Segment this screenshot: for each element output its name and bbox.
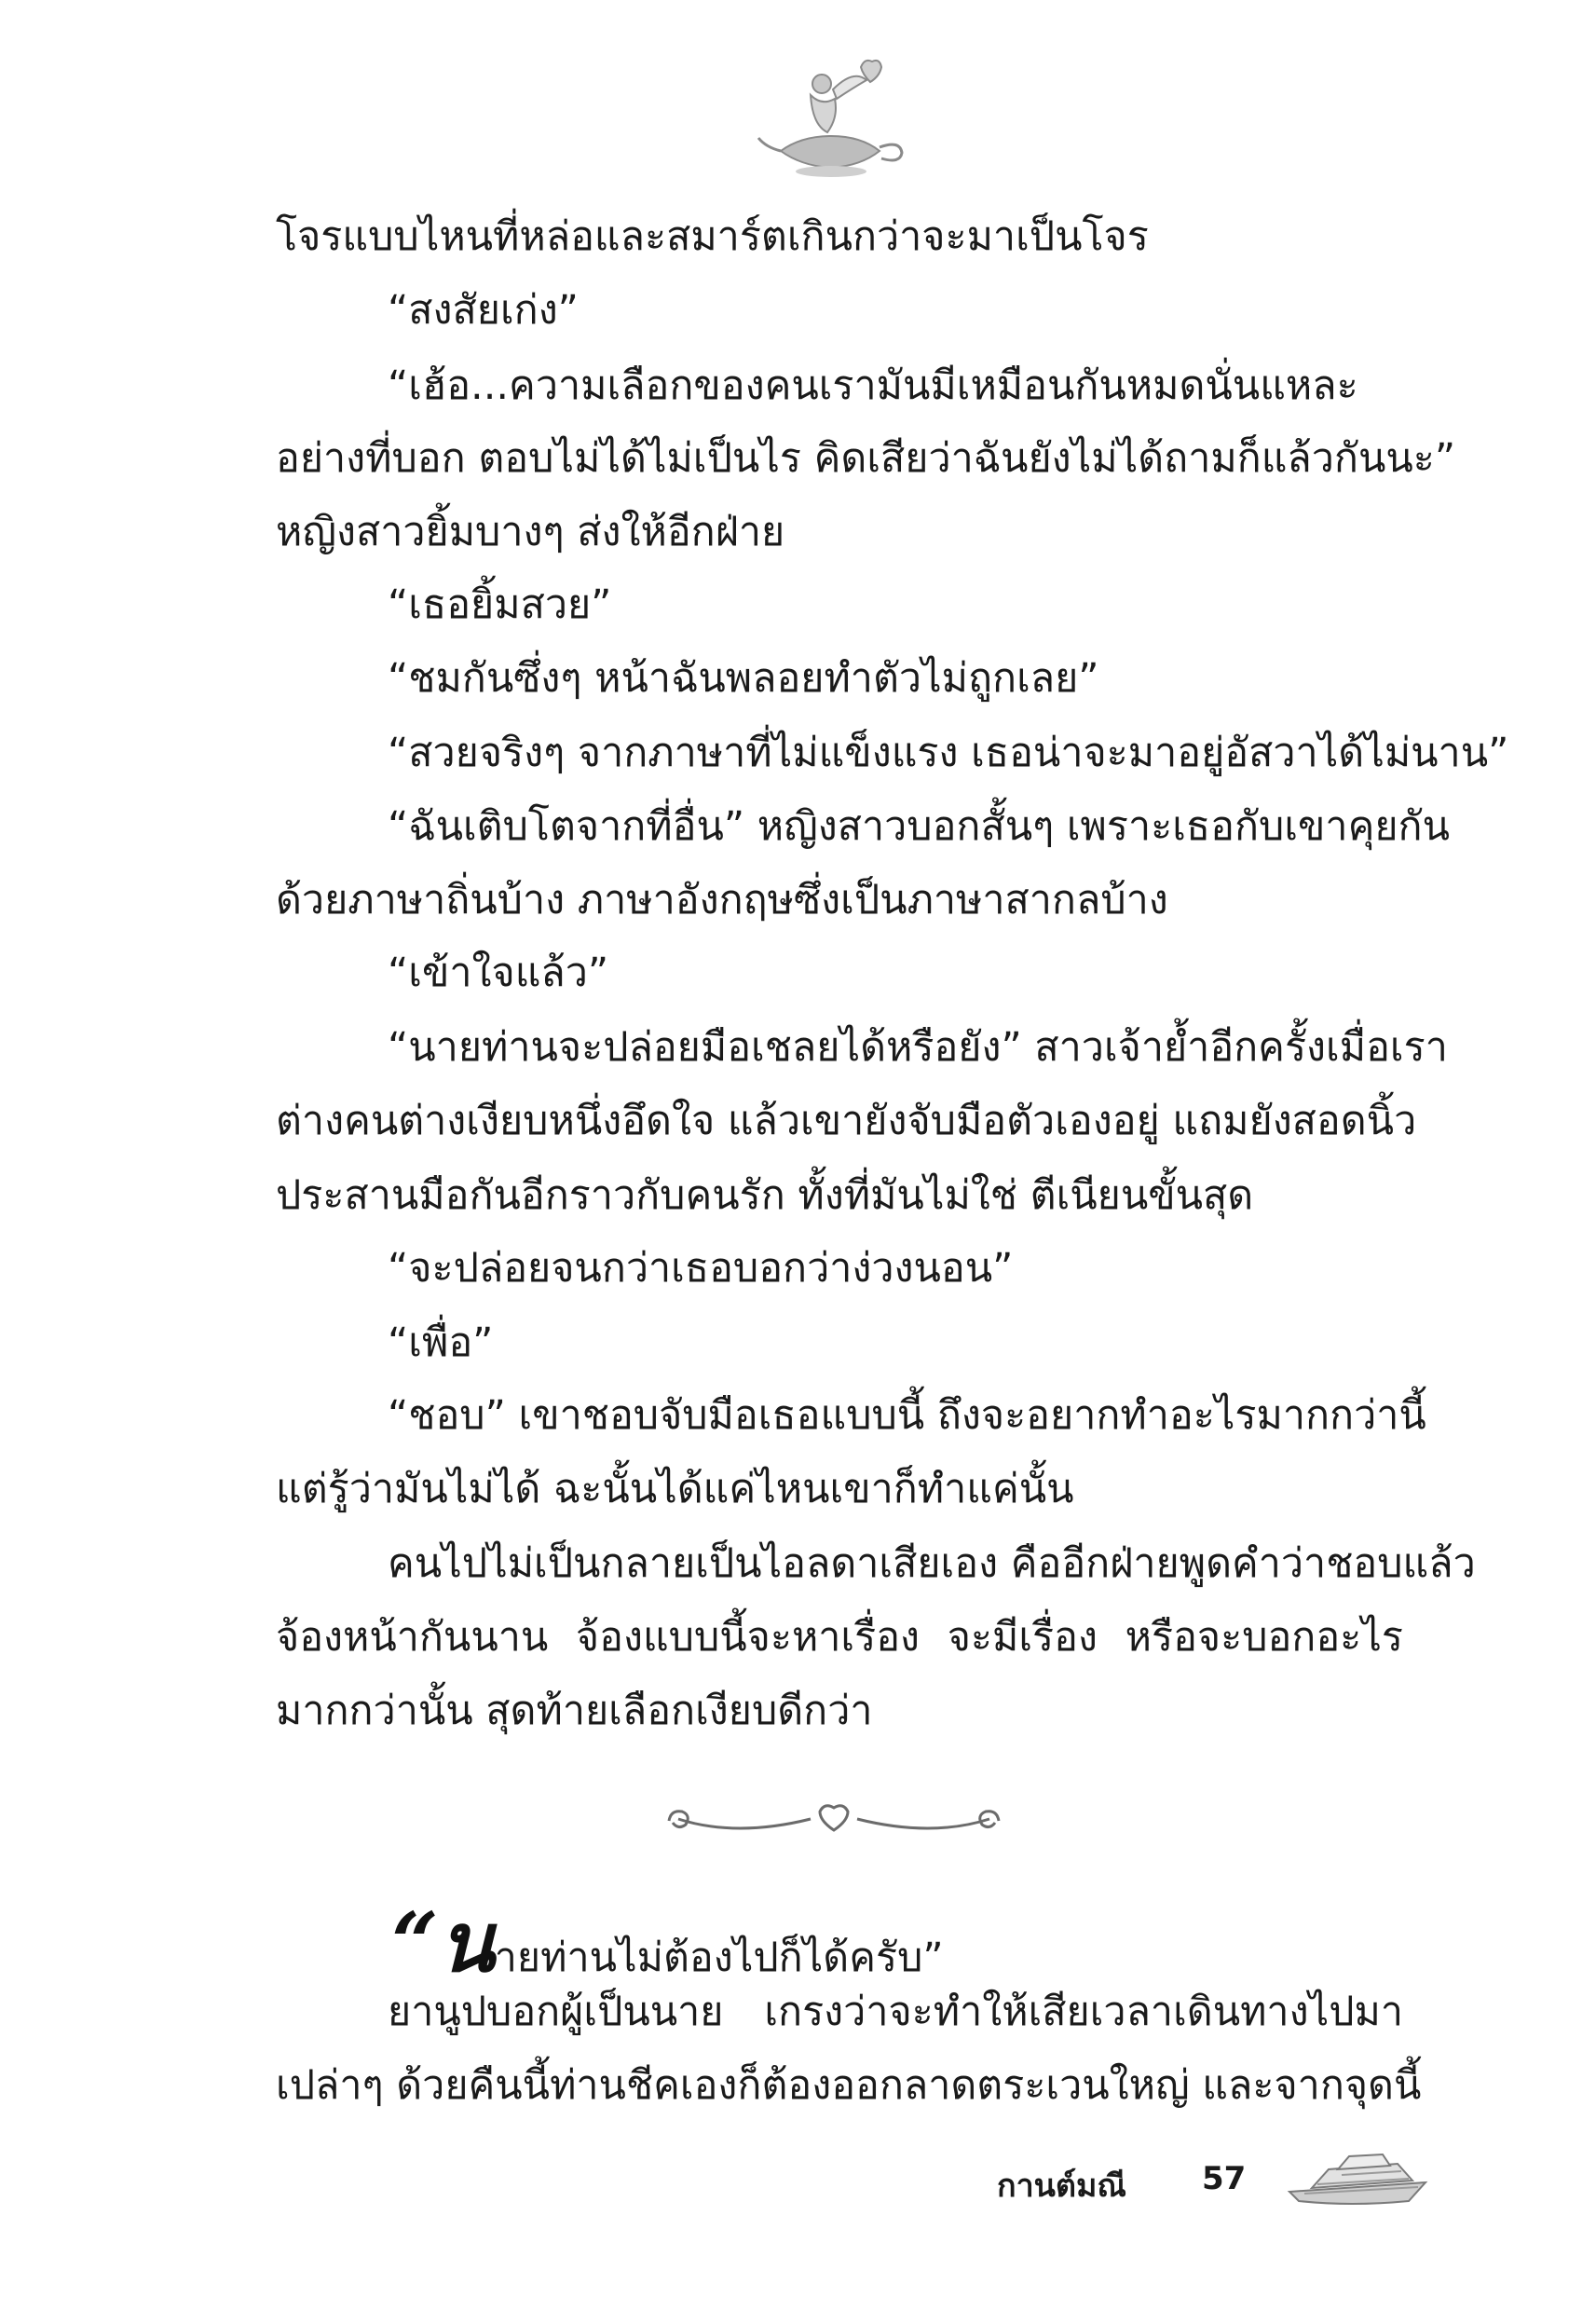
paragraph-line: เปล่าๆ ด้วยคืนนี้ท่านชีคเองก็ต้องออกลาดตระเวนใหญ่ และจากจุดนี้ bbox=[276, 2062, 1422, 2109]
dialogue-line: “ชมกันซึ่งๆ หน้าฉันพลอยทำตัวไม่ถูกเลย” bbox=[388, 655, 1099, 702]
dialogue-line: “เพื่อ” bbox=[388, 1320, 494, 1366]
dialogue-line: “จะปล่อยจนกว่าเธอบอกว่าง่วงนอน” bbox=[388, 1245, 1014, 1292]
drop-cap: “น bbox=[391, 1894, 495, 1990]
dialogue-line: “เข้าใจแล้ว” bbox=[388, 950, 609, 996]
running-footer-title: กานต์มณี bbox=[997, 2167, 1126, 2205]
dialogue-line: “เธอยิ้มสวย” bbox=[388, 581, 612, 628]
dialogue-line: “ฉันเติบโตจากที่อื่น” หญิงสาวบอกสั้นๆ เพราะเธอกับเขาคุยกัน bbox=[388, 803, 1450, 850]
paragraph-line: คนไปไม่เป็นกลายเป็นไอลดาเสียเอง คืออีกฝ่ายพูดคำว่าชอบแล้ว bbox=[388, 1540, 1476, 1587]
paragraph-line: มากกว่านั้น สุดท้ายเลือกเงียบดีกว่า bbox=[276, 1688, 873, 1734]
dialogue-line: “นายท่านจะปล่อยมือเชลยได้หรือยัง” สาวเจ้าย้ำอีกครั้งเมื่อเรา bbox=[388, 1024, 1448, 1071]
paragraph-line: ประสานมือกันอีกราวกับคนรัก ทั้งที่มันไม่ใช่ ตีเนียนขั้นสุด bbox=[276, 1172, 1254, 1219]
heart-scroll-divider-icon bbox=[652, 1789, 1016, 1845]
chapter-opening-line bbox=[391, 1894, 944, 1990]
paragraph-line: ด้วยภาษาถิ่นบ้าง ภาษาอังกฤษซึ่งเป็นภาษาสากลบ้าง bbox=[276, 877, 1168, 923]
dialogue-line: “ชอบ” เขาชอบจับมือเธอแบบนี้ ถึงจะอยากทำอะไรมากกว่านี้ bbox=[388, 1392, 1426, 1439]
dialogue-line: “สงสัยเก่ง” bbox=[388, 287, 579, 334]
paragraph-line: ต่างคนต่างเงียบหนึ่งอึดใจ แล้วเขายังจับมือตัวเองอยู่ แถมยังสอดนิ้ว bbox=[276, 1098, 1417, 1144]
opening-line-text: ายท่านไม่ต้องไปก็ได้ครับ” bbox=[494, 1935, 944, 1981]
paragraph-line: ยานูปบอกผู้เป็นนาย เกรงว่าจะทำให้เสียเวลาเดินทางไปมา bbox=[388, 1989, 1403, 2035]
paragraph-line: อย่างที่บอก ตอบไม่ได้ไม่เป็นไร คิดเสียว่าฉันยังไม่ได้ถามก็แล้วกันนะ” bbox=[276, 435, 1456, 482]
dialogue-line: “สวยจริงๆ จากภาษาที่ไม่แข็งแรง เธอน่าจะมาอยู่อัสวาได้ไม่นาน” bbox=[388, 730, 1509, 776]
paragraph-line: จ้องหน้ากันนาน จ้องแบบนี้จะหาเรื่อง จะมีเรื่อง หรือจะบอกอะไร bbox=[276, 1614, 1403, 1661]
dialogue-line: “เฮ้อ...ความเลือกของคนเรามันมีเหมือนกันหมดนั่นแหละ bbox=[388, 362, 1358, 409]
paragraph-line: แต่รู้ว่ามันไม่ได้ ฉะนั้นได้แค่ไหนเขาก็ทำแค่นั้น bbox=[276, 1466, 1074, 1512]
cruise-ship-icon bbox=[1286, 2147, 1435, 2212]
paragraph-line: หญิงสาวยิ้มบางๆ ส่งให้อีกฝ่าย bbox=[276, 509, 785, 555]
paragraph-line: โจรแบบไหนที่หล่อและสมาร์ตเกินกว่าจะมาเป็นโจร bbox=[276, 213, 1149, 260]
teapot-cupid-ornament-icon bbox=[745, 47, 913, 186]
page-number: 57 bbox=[1202, 2160, 1247, 2197]
